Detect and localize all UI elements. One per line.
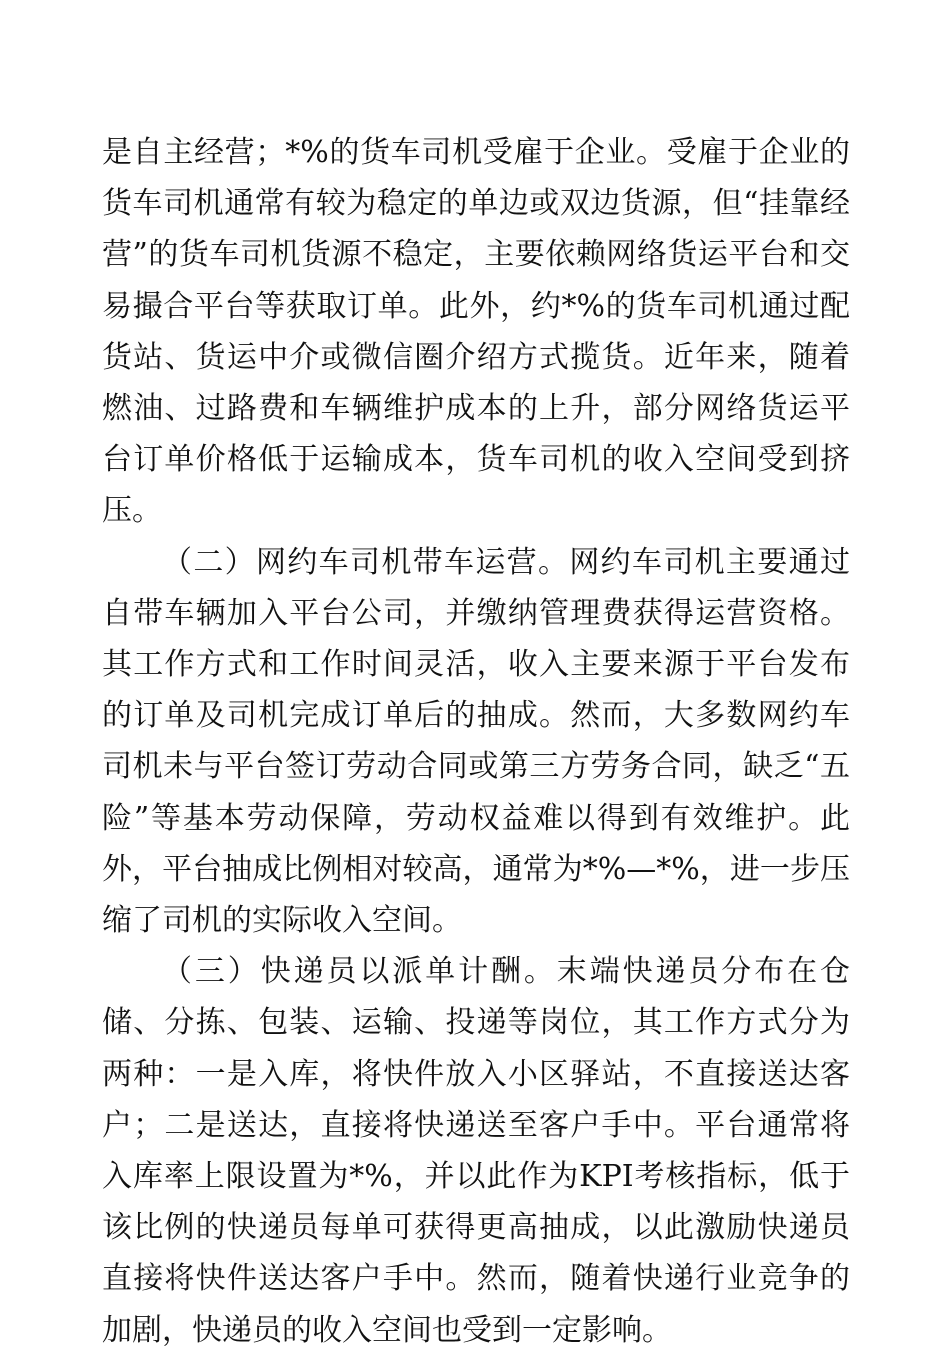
document-body xyxy=(102,127,850,1356)
paragraph-truck-drivers: 是自主经营；*%的货车司机受雇于企业。受雇于企业的货车司机通常有较为稳定的单边或双边货源，但“挂靠经营”的货车司机货源不稳定，主要依赖网络货运平台和交易撮合平台等获取订单。此外，约*%的货车司机通过配货站、货运中介或微信圈介绍方式揽货。近年来，随着燃油、过路费和车辆维护成本的上升，部分网络货运平台订单价格低于运输成本，货车司机的收入空间受到挤压。 xyxy=(102,135,850,529)
paragraph-couriers: （三）快递员以派单计酬。末端快递员分布在仓储、分拣、包装、运输、投递等岗位，其工作方式分为两种：一是入库，将快件放入小区驿站，不直接送达客户；二是送达，直接将快递送至客户手中。平台通常将入库率上限设置为*%，并以此作为KPI考核指标，低于该比例的快递员每单可获得更高抽成，以此激励快递员直接将快件送达客户手中。然而，随着快递行业竞争的加剧，快递员的收入空间也受到一定影响。 xyxy=(102,954,850,1348)
paragraph-ride-hailing-drivers: （二）网约车司机带车运营。网约车司机主要通过自带车辆加入平台公司，并缴纳管理费获得运营资格。其工作方式和工作时间灵活，收入主要来源于平台发布的订单及司机完成订单后的抽成。然而，大多数网约车司机未与平台签订劳动合同或第三方劳务合同，缺乏“五险”等基本劳动保障，劳动权益难以得到有效维护。此外，平台抽成比例相对较高，通常为*%—*%，进一步压缩了司机的实际收入空间。 xyxy=(102,544,850,939)
